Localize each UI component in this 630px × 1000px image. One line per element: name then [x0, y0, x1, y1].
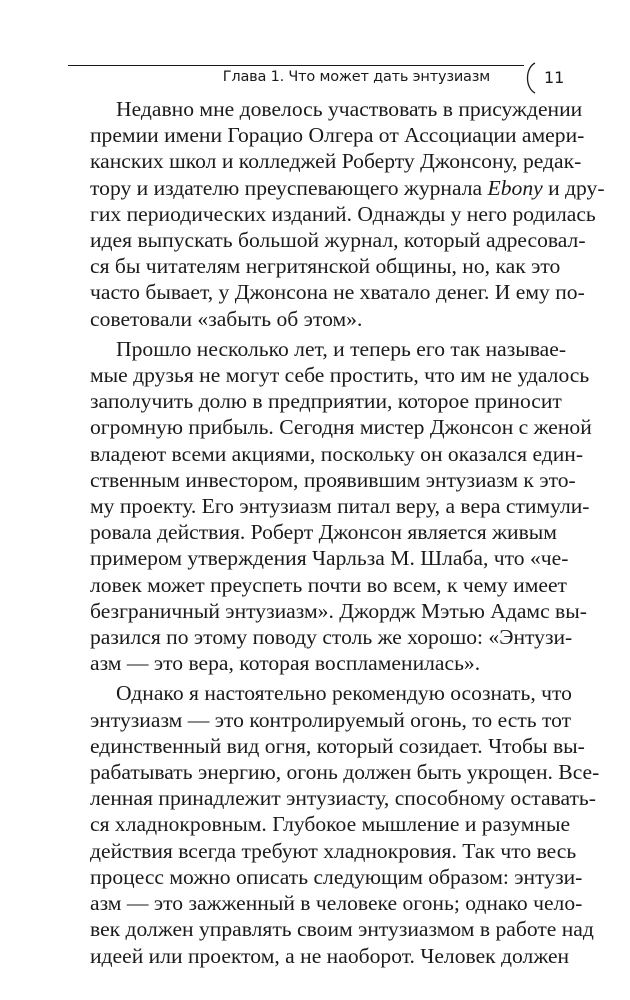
text-run: азм — это зажженный в человеке огонь; однако чело-: [90, 891, 583, 916]
text-run: ся бы читателям негритянской общины, но, как это: [90, 254, 561, 279]
text-run: ровала действия. Роберт Джонсон является живым: [90, 520, 557, 545]
text-run: мые друзья не могут себе простить, что им не удалось: [90, 363, 590, 388]
text-run: процесс можно описать следующим образом: энтузи-: [90, 864, 583, 889]
text-line: [90, 175, 605, 201]
body-text: [90, 96, 605, 973]
text-run: гих периодических изданий. Однажды у него родилась: [90, 201, 596, 226]
text-line: [90, 811, 571, 837]
text-line: [90, 148, 582, 174]
text-run: примером утверждения Чарльза М. Шлаба, что «че-: [90, 546, 569, 571]
paragraph: [90, 680, 600, 968]
text-line: [90, 916, 594, 942]
text-run: огромную прибыль. Сегодня мистер Джонсон с женой: [90, 415, 592, 440]
text-line: [90, 227, 586, 253]
text-line: [90, 624, 573, 650]
text-line: [90, 279, 585, 305]
text-line: [90, 441, 584, 467]
header-rule: [68, 65, 524, 66]
page-number-bracket: [523, 62, 537, 94]
running-head: [68, 64, 565, 94]
text-line: [90, 306, 542, 332]
text-line: [90, 707, 572, 733]
text-run: премии имени Горацио Олгера от Ассоциации амери-: [90, 123, 585, 148]
text-line: [90, 519, 557, 545]
text-line: [90, 864, 583, 890]
text-line: [90, 362, 590, 388]
text-run: рабатывать энергию, огонь должен быть укрощен. Все-: [90, 760, 600, 785]
text-line: [90, 838, 577, 864]
text-run: канских школ и колледжей Роберту Джонсону, редак-: [90, 149, 582, 174]
text-line: [90, 467, 576, 493]
text-run: ленная принадлежит энтузиасту, способному оставать-: [90, 786, 596, 811]
text-run: энтузиазм — это контролируемый огонь, то есть тот: [90, 707, 572, 732]
text-line: [90, 545, 569, 571]
text-run: единственный вид огня, который созидает. Чтобы вы-: [90, 733, 585, 758]
text-line: [90, 336, 567, 362]
text-run: Однако я настоятельно рекомендую осознать, что: [116, 681, 572, 706]
text-run: часто бывает, у Джонсона не хватало денег. И ему по-: [90, 280, 585, 305]
text-run: азм — это вера, которая воспламенилась».: [90, 651, 481, 676]
text-run: советовали «забыть об этом».: [90, 306, 363, 331]
text-line: [90, 759, 600, 785]
text-run: безграничный энтузиазм». Джордж Мэтью Адамс вы-: [90, 598, 587, 623]
text-line: [90, 890, 583, 916]
text-line: [90, 414, 592, 440]
text-run: Недавно мне довелось участвовать в присуждении: [116, 97, 583, 121]
text-line: [90, 388, 562, 414]
text-run: ся хладнокровным. Глубокое мышление и разумные: [90, 812, 571, 837]
text-line: [90, 680, 572, 706]
text-line: [90, 572, 567, 598]
text-line: [90, 733, 585, 759]
text-line: [90, 493, 590, 519]
italic-text: Ebony: [487, 175, 543, 200]
text-line: [90, 785, 596, 811]
text-line: [90, 598, 587, 624]
text-line: [90, 122, 585, 148]
text-run: и дру-: [542, 175, 605, 200]
text-run: заполучить долю в предприятии, которое приносит: [90, 389, 562, 414]
text-run: владеют всеми акциями, поскольку он оказался един-: [90, 441, 584, 466]
chapter-title: Глава 1. Что может дать энтузиазм: [222, 69, 490, 85]
text-run: ственным инвестором, проявившим энтузиазм к это-: [90, 467, 576, 492]
text-run: идеей или проектом, а не наоборот. Человек должен: [90, 943, 570, 968]
paragraph: [90, 336, 592, 677]
text-run: ловек может преуспеть почти во всем, к чему имеет: [90, 572, 567, 597]
text-run: действия всегда требуют хладнокровия. Так что весь: [90, 838, 577, 863]
text-line: [90, 96, 583, 122]
text-line: [90, 650, 542, 676]
text-run: тору и издателю преуспевающего журнала: [90, 175, 488, 200]
text-run: разился по этому поводу столь же хорошо: «Энтузи-: [90, 625, 573, 650]
text-run: век должен управлять своим энтузиазмом в работе над: [90, 917, 594, 942]
page-number: 11: [544, 68, 565, 87]
text-line: [90, 201, 596, 227]
text-run: Прошло несколько лет, и теперь его так называе-: [116, 336, 567, 361]
text-run: му проекту. Его энтузиазм питал веру, а вера стимули-: [90, 494, 590, 519]
text-run: идея выпускать большой журнал, который адресовал-: [90, 228, 586, 253]
text-line: [90, 943, 570, 969]
paragraph: [90, 96, 605, 332]
text-line: [90, 253, 561, 279]
